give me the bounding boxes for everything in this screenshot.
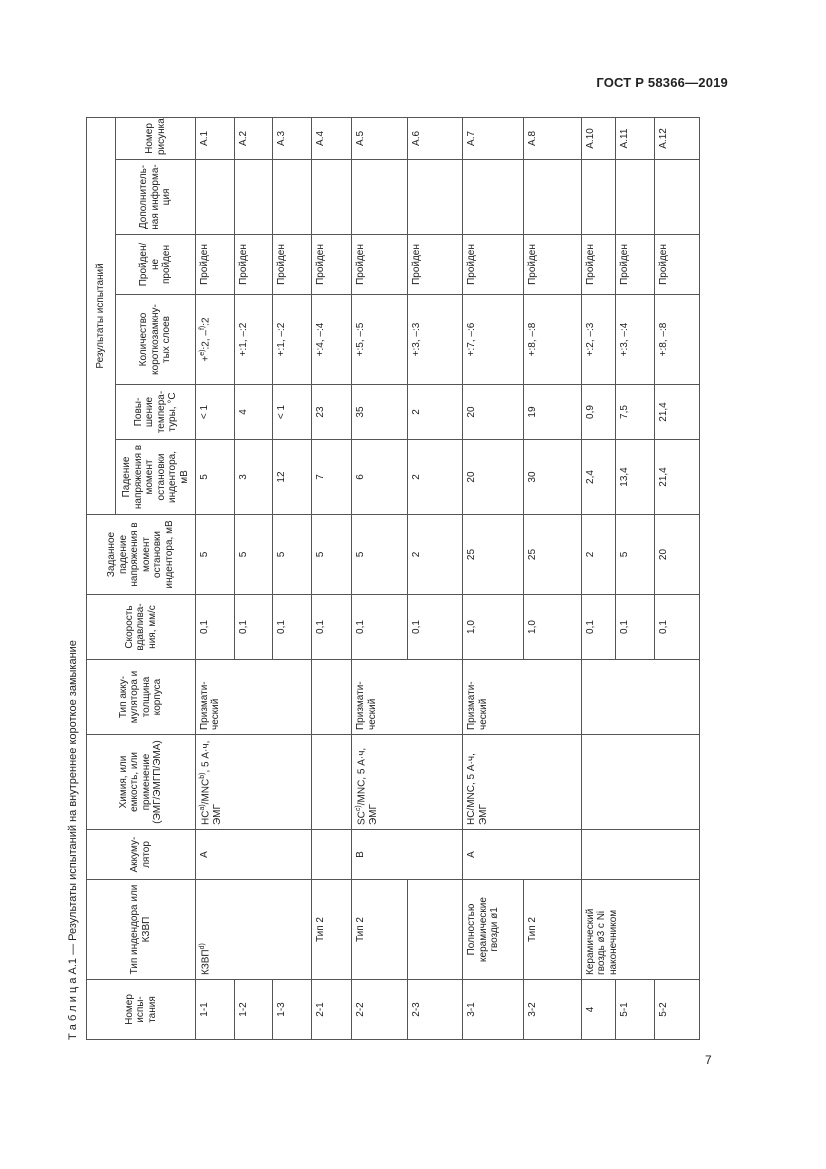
results-table	[86, 117, 700, 1040]
cell-test-number: 1-2	[234, 980, 273, 1040]
cell-voltage-drop: 2,4	[581, 440, 616, 515]
cell-temperature-rise: 7,5	[616, 385, 655, 440]
col-header-temperature-rise: Повы-шение темпера-туры, °С	[116, 385, 196, 440]
cell-battery-type: Призмати-ческий	[463, 660, 581, 735]
cell-test-number: 2-2	[352, 980, 408, 1040]
cell-figure-number: А.2	[234, 117, 273, 159]
cell-figure-number: А.5	[352, 117, 408, 159]
cell-battery-type: Призмати-ческий	[195, 660, 311, 735]
cell-set-voltage-drop: 5	[312, 515, 352, 595]
cell-voltage-drop: 2	[407, 440, 463, 515]
cell-additional-info	[581, 160, 616, 235]
cell-speed: 0,1	[407, 595, 463, 660]
cell-set-voltage-drop: 5	[273, 515, 312, 595]
cell-temperature-rise: 0,9	[581, 385, 616, 440]
cell-pass-fail: Пройден	[312, 235, 352, 295]
cell-shorted-layers: +:8, –:8	[654, 295, 699, 385]
table-row	[352, 117, 408, 1039]
cell-indenter-type: Тип 2	[523, 880, 581, 980]
col-header-shorted-layers: Количество короткозамкну-тых слоев	[116, 295, 196, 385]
cell-shorted-layers: +:1, –:2	[234, 295, 273, 385]
cell-test-number: 3-2	[523, 980, 581, 1040]
col-header-test-results: Результаты испытаний	[87, 117, 116, 514]
cell-shorted-layers: +$^{e)}$:2, –$^{f)}$:2	[195, 295, 234, 385]
cell-battery: A	[195, 830, 311, 880]
cell-additional-info	[312, 160, 352, 235]
cell-pass-fail: Пройден	[195, 235, 234, 295]
cell-set-voltage-drop: 5	[234, 515, 273, 595]
cell-speed: 1,0	[523, 595, 581, 660]
cell-temperature-rise: 35	[352, 385, 408, 440]
cell-test-number: 5-1	[616, 980, 655, 1040]
cell-test-number: 2-3	[407, 980, 463, 1040]
cell-battery: B	[352, 830, 463, 880]
cell-figure-number: А.10	[581, 117, 616, 159]
cell-indenter-type: Тип 2	[352, 880, 408, 980]
cell-speed: 0,1	[234, 595, 273, 660]
cell-temperature-rise: 20	[463, 385, 524, 440]
cell-figure-number: А.6	[407, 117, 463, 159]
col-header-figure-number: Номер рисунка	[116, 117, 196, 159]
cell-temperature-rise: 4	[234, 385, 273, 440]
cell-voltage-drop: 3	[234, 440, 273, 515]
cell-figure-number: А.3	[273, 117, 312, 159]
cell-indenter-type: КЗВП$^{d)}$	[195, 880, 311, 980]
cell-pass-fail: Пройден	[463, 235, 524, 295]
cell-additional-info	[407, 160, 463, 235]
cell-temperature-rise: 21,4	[654, 385, 699, 440]
cell-speed: 0,1	[312, 595, 352, 660]
cell-set-voltage-drop: 25	[463, 515, 524, 595]
cell-pass-fail: Пройден	[523, 235, 581, 295]
col-header-chemistry: Химия, или емкость, или применение (ЭМГ/ЭМГП/ЭМА)	[87, 735, 196, 830]
cell-speed: 0,1	[273, 595, 312, 660]
cell-test-number: 3-1	[463, 980, 524, 1040]
cell-chemistry	[581, 735, 699, 830]
cell-battery-type	[581, 660, 699, 735]
cell-shorted-layers: +:8, –:8	[523, 295, 581, 385]
cell-temperature-rise: < 1	[195, 385, 234, 440]
cell-shorted-layers: +:7, –:6	[463, 295, 524, 385]
cell-battery-type: Призмати-ческий	[352, 660, 463, 735]
cell-voltage-drop: 21,4	[654, 440, 699, 515]
cell-set-voltage-drop: 5	[195, 515, 234, 595]
cell-speed: 0,1	[654, 595, 699, 660]
cell-pass-fail: Пройден	[407, 235, 463, 295]
cell-pass-fail: Пройден	[616, 235, 655, 295]
cell-shorted-layers: +:1, –:2	[273, 295, 312, 385]
cell-battery-type	[312, 660, 352, 735]
cell-battery	[581, 830, 699, 880]
cell-additional-info	[195, 160, 234, 235]
cell-temperature-rise: < 1	[273, 385, 312, 440]
cell-test-number: 1-3	[273, 980, 312, 1040]
table-row	[195, 117, 234, 1039]
col-header-indenter-type: Тип индендора или КЗВП	[87, 880, 196, 980]
cell-chemistry: HC$^{a)}$/MNC$^{b)}$, 5 А·ч, ЭМГ	[195, 735, 311, 830]
rotated-table-container	[86, 118, 700, 1040]
document-header-title: ГОСТ Р 58366—2019	[596, 75, 728, 90]
cell-indenter-type: Тип 2	[312, 880, 352, 980]
cell-speed: 0,1	[616, 595, 655, 660]
table-header-row-group	[87, 117, 116, 1039]
table-row	[312, 117, 352, 1039]
cell-figure-number: А.4	[312, 117, 352, 159]
col-header-voltage-drop: Падение напряжения в момент остановки индентора, мВ	[116, 440, 196, 515]
cell-chemistry: SC$^{c)}$/MNC, 5 А·ч, ЭМГ	[352, 735, 463, 830]
table-row	[463, 117, 524, 1039]
cell-battery	[312, 830, 352, 880]
cell-speed: 0,1	[352, 595, 408, 660]
cell-pass-fail: Пройден	[581, 235, 616, 295]
cell-shorted-layers: +:4, –:4	[312, 295, 352, 385]
cell-pass-fail: Пройден	[234, 235, 273, 295]
col-header-pass-fail: Пройден/ не пройден	[116, 235, 196, 295]
cell-pass-fail: Пройден	[273, 235, 312, 295]
cell-speed: 0,1	[195, 595, 234, 660]
cell-voltage-drop: 30	[523, 440, 581, 515]
cell-voltage-drop: 5	[195, 440, 234, 515]
col-header-battery-type: Тип акку-мулятора и толщина корпуса	[87, 660, 196, 735]
cell-additional-info	[273, 160, 312, 235]
cell-speed: 0,1	[581, 595, 616, 660]
cell-shorted-layers: +:3, –:4	[616, 295, 655, 385]
cell-set-voltage-drop: 2	[407, 515, 463, 595]
cell-indenter-type: Керамический гвоздь ø3 с Ni наконечником	[581, 880, 699, 980]
cell-temperature-rise: 2	[407, 385, 463, 440]
cell-speed: 1,0	[463, 595, 524, 660]
cell-chemistry	[312, 735, 352, 830]
cell-voltage-drop: 7	[312, 440, 352, 515]
cell-figure-number: А.11	[616, 117, 655, 159]
cell-indenter-type: Полностью керамические гвозди ø1	[463, 880, 524, 980]
cell-additional-info	[654, 160, 699, 235]
cell-test-number: 2-1	[312, 980, 352, 1040]
col-header-test-number: Номер испы-тания	[87, 980, 196, 1040]
cell-indenter-type	[407, 880, 463, 980]
cell-voltage-drop: 12	[273, 440, 312, 515]
cell-test-number: 4	[581, 980, 616, 1040]
cell-set-voltage-drop: 2	[581, 515, 616, 595]
cell-test-number: 1-1	[195, 980, 234, 1040]
table-row	[581, 117, 616, 1039]
cell-voltage-drop: 13,4	[616, 440, 655, 515]
cell-additional-info	[523, 160, 581, 235]
cell-set-voltage-drop: 5	[352, 515, 408, 595]
page-number: 7	[705, 1053, 712, 1067]
cell-shorted-layers: +:2, –:3	[581, 295, 616, 385]
cell-set-voltage-drop: 20	[654, 515, 699, 595]
cell-figure-number: А.12	[654, 117, 699, 159]
cell-voltage-drop: 6	[352, 440, 408, 515]
cell-temperature-rise: 19	[523, 385, 581, 440]
cell-shorted-layers: +:3, –:3	[407, 295, 463, 385]
col-header-set-voltage-drop: Заданное падение напряжения в момент остановки индентора, мВ	[87, 515, 196, 595]
cell-set-voltage-drop: 5	[616, 515, 655, 595]
cell-additional-info	[352, 160, 408, 235]
col-header-speed: Скорость вдавлива-ния, мм/с	[87, 595, 196, 660]
cell-figure-number: А.1	[195, 117, 234, 159]
cell-figure-number: А.7	[463, 117, 524, 159]
cell-set-voltage-drop: 25	[523, 515, 581, 595]
cell-pass-fail: Пройден	[352, 235, 408, 295]
cell-additional-info	[616, 160, 655, 235]
cell-test-number: 5-2	[654, 980, 699, 1040]
cell-battery: A	[463, 830, 581, 880]
cell-figure-number: А.8	[523, 117, 581, 159]
table-row	[407, 117, 463, 1039]
cell-additional-info	[463, 160, 524, 235]
cell-voltage-drop: 20	[463, 440, 524, 515]
table-caption: Т а б л и ц а А.1 — Результаты испытаний на внутреннее короткое замыкание	[67, 640, 79, 1040]
cell-pass-fail: Пройден	[654, 235, 699, 295]
cell-chemistry: HC/MNC, 5 А·ч, ЭМГ	[463, 735, 581, 830]
cell-additional-info	[234, 160, 273, 235]
col-header-battery: Аккуму-лятор	[87, 830, 196, 880]
cell-shorted-layers: +:5, –:5	[352, 295, 408, 385]
col-header-additional-info: Дополнитель-ная информа-ция	[116, 160, 196, 235]
table-row	[523, 117, 581, 1039]
cell-temperature-rise: 23	[312, 385, 352, 440]
